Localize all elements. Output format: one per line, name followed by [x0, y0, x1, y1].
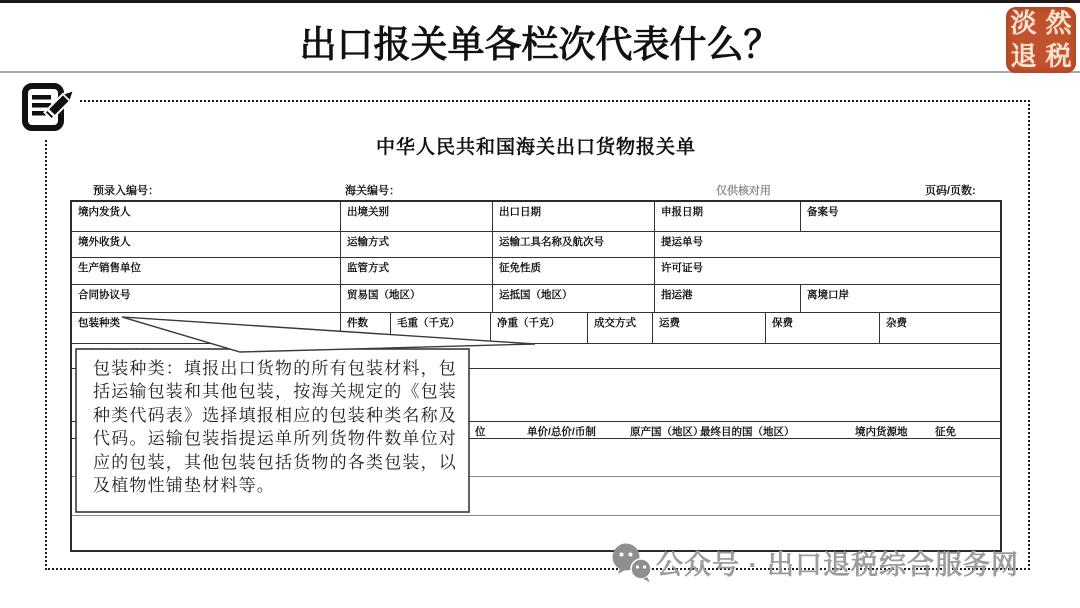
form-cell: 指运港 — [654, 285, 800, 312]
seal-char: 然 — [1045, 8, 1072, 38]
callout-line: 及植物性铺垫材料等。 — [93, 476, 275, 496]
callout-line: 种类代码表》选择填报相应的包装种类名称及 — [93, 405, 457, 425]
form-cell-packing-type: 包装种类 — [78, 317, 120, 329]
item-header: 征免 — [935, 426, 956, 438]
form-cell: 贸易国（地区） — [340, 285, 492, 312]
form-cell: 毛重（千克） — [390, 313, 490, 343]
item-header-partial: 位 — [475, 426, 486, 438]
form-cell: 杂费 — [879, 313, 1000, 343]
form-cell: 境外收货人 — [78, 236, 131, 248]
seal-char: 税 — [1045, 41, 1072, 71]
form-cell: 许可证号 — [654, 258, 1000, 284]
form-cell: 监管方式 — [340, 258, 492, 284]
seal-char: 淡 — [1010, 8, 1037, 38]
item-header: 原产国（地区） — [630, 426, 704, 438]
pre-entry-no-label: 预录入编号： — [93, 185, 159, 197]
form-cell: 离境口岸 — [800, 285, 1000, 312]
form-row — [72, 202, 1000, 231]
form-cell: 运输工具名称及航次号 — [492, 232, 654, 257]
title-divider — [0, 71, 1080, 73]
top-border-bar — [0, 0, 1080, 3]
form-row — [72, 231, 1000, 257]
callout-line: 应的包装，其他包装包括货物的各类包装，以 — [93, 452, 457, 472]
callout-line: 括运输包装和其他包装，按海关规定的《包装 — [93, 382, 457, 402]
footer-watermark: 公众号 · 出口退税综合服务网 — [656, 550, 1019, 580]
form-cell: 净重（千克） — [490, 313, 587, 343]
callout-line: 包装种类：填报出口货物的所有包装材料，包 — [93, 359, 457, 378]
form-title: 中华人民共和国海关出口货物报关单 — [375, 137, 696, 158]
form-cell: 境内发货人 — [78, 206, 131, 218]
form-row — [72, 257, 1000, 284]
brand-seal — [1006, 7, 1076, 73]
wechat-icon — [610, 542, 654, 584]
form-cell: 合同协议号 — [78, 289, 131, 301]
form-cell: 成交方式 — [587, 313, 652, 343]
form-cell: 申报日期 — [654, 202, 800, 231]
notepad-pencil-icon — [16, 74, 80, 138]
form-cell: 提运单号 — [654, 232, 1000, 257]
form-cell: 征免性质 — [492, 258, 654, 284]
item-header: 单价/总价/币制 — [527, 426, 596, 438]
form-cell: 出境关别 — [340, 202, 492, 231]
form-cell: 出口日期 — [492, 202, 654, 231]
form-cell: 运费 — [652, 313, 765, 343]
form-cell: 备案号 — [800, 202, 1000, 231]
customs-no-label: 海关编号： — [345, 185, 400, 197]
page-number-label: 页码/页数: — [925, 185, 976, 197]
form-cell: 运输方式 — [340, 232, 492, 257]
callout-annotation-text — [93, 357, 463, 497]
callout-line: 代码。运输包装指提运单所列货物件数单位对 — [93, 429, 457, 449]
item-header: 境内货源地 — [855, 426, 908, 438]
form-cell: 运抵国（地区） — [492, 285, 654, 312]
form-cell: 件数 — [340, 313, 390, 343]
item-header: 最终目的国（地区） — [700, 426, 795, 438]
check-only-label: 仅供核对用 — [716, 185, 771, 197]
form-cell: 保费 — [765, 313, 879, 343]
seal-char: 退 — [1010, 41, 1037, 71]
page-title: 出口报关单各栏次代表什么？ — [299, 25, 781, 66]
form-cell: 生产销售单位 — [78, 262, 141, 274]
